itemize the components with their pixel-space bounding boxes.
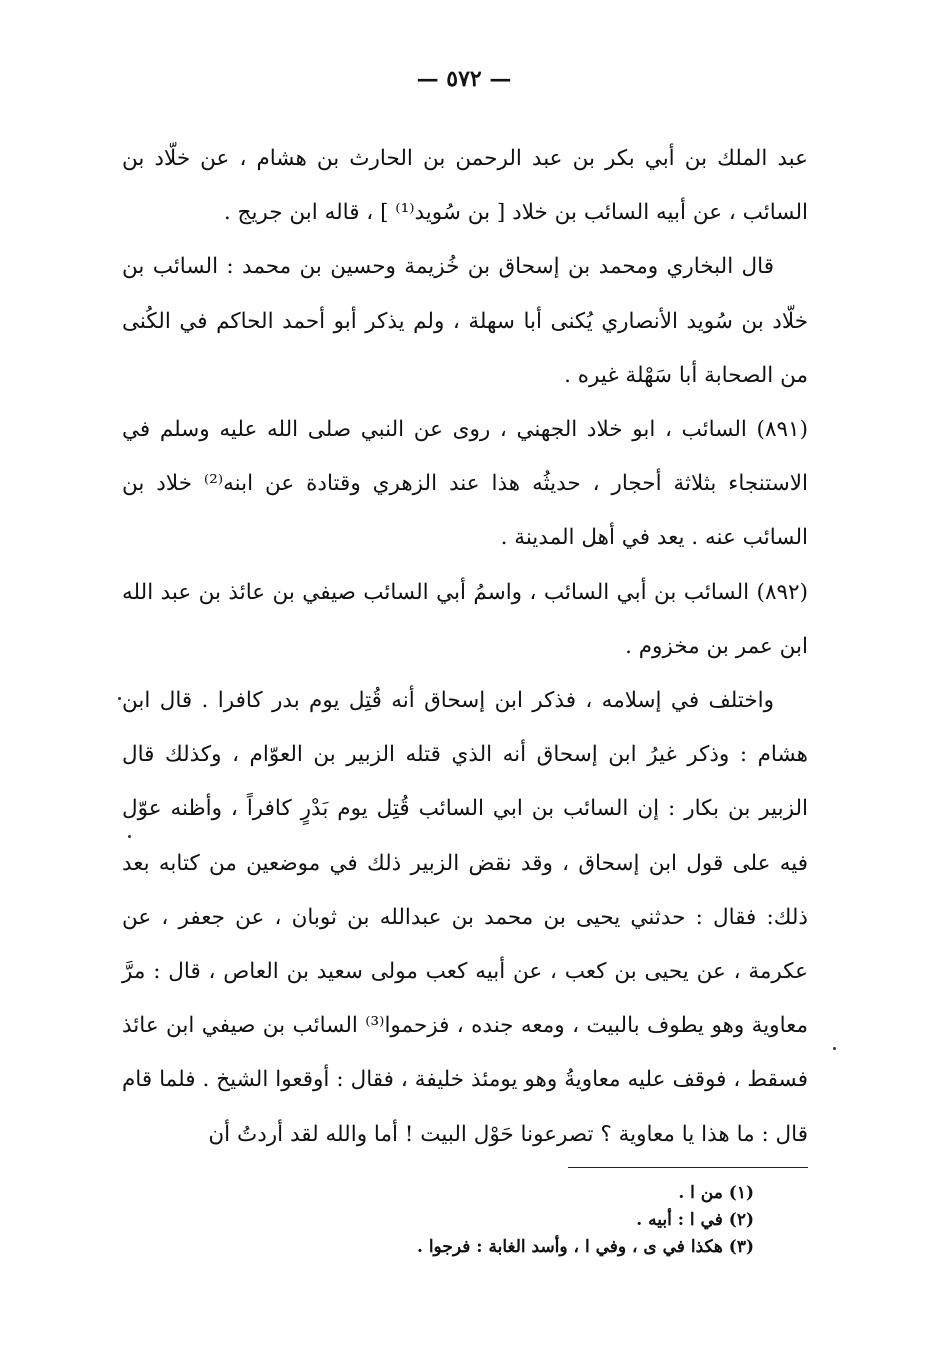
paragraph-1: عبد الملك بن أبي بكر بن عبد الرحمن بن الحارث بن هشام ، عن خلّاد بن السائب ، عن أبيه السائب بن خلاد [ بن سُويد⁽¹⁾ ] ، قاله ابن جريج . [122,146,808,226]
footnote-3: (٣) هكذا في ى ، وفي ا ، وأسد الغابة : فرجوا . [417,1237,754,1257]
footnotes [122,1180,754,1261]
entry-892: (٨٩٢) السائب بن أبي السائب ، واسمُ أبي السائب صيفي بن عائذ بن عبد الله ابن عمر بن مخزوم . [122,579,808,659]
footnote-1: (١) من ا . [678,1183,754,1203]
entry-891: (٨٩١) السائب ، ابو خلاد الجهني ، روى عن النبي صلى الله عليه وسلم في الاستنجاء بثلاثة أحجار ، حديثُه هذا عند الزهري وقتادة عن ابنه⁽²⁾ خلاد بن السائب عنه . يعد في أهل المدينة . [122,417,809,551]
footnote-divider [568,1167,808,1168]
paragraph-2: قال البخاري ومحمد بن إسحاق بن خُزيمة وحسين بن محمد : السائب بن خلّاد بن سُويد الأنصاري يُكنى أبا سهلة ، ولم يذكر أبو أحمد الحاكم في الكُنى من الصحابة أبا سَهْلة غيره . [122,254,808,388]
footnote-2: (٢) في ا : أبيه . [636,1210,754,1230]
scan-speck [833,1047,836,1050]
paragraph-5: واختلف في إسلامه ، فذكر ابن إسحاق أنه قُتِل يوم بدر كافرا . قال ابن هشام : وذكر غيرُ ابن إسحاق أنه الذي قتله الزبير بن العوّام ، وكذلك قال الزبير بن بكار : إن السائب بن ابي السائب قُتِل يوم بَدْرٍ كافراً ، وأظنه عوّل فيه على قول ابن إسحاق ، وقد نقض الزبير ذلك في موضعين من كتابه بعد ذلك: فقال : حدثني يحيى بن محمد بن عبدالله بن ثوبان ، عن جعفر ، عن عكرمة ، عن يحيى بن كعب ، عن أبيه كعب مولى سعيد بن العاص ، قال : مرَّ معاوية وهو يطوف بالبيت ، ومعه جنده ، فزحموا⁽³⁾ السائب بن صيفي ابن عائذ فسقط ، فوقف عليه معاويةُ وهو يومئذ خليفة ، فقال : أوقعوا الشيخ . فلما قام قال : ما هذا يا معاوية ؟ تصرعونا حَوْل البيت ! أما والله لقد أردتُ أن [122,688,809,1147]
scan-speck [118,697,121,700]
page-number: — ٥٧٢ — [416,66,512,92]
scan-speck [128,835,131,838]
main-text [122,132,808,1162]
